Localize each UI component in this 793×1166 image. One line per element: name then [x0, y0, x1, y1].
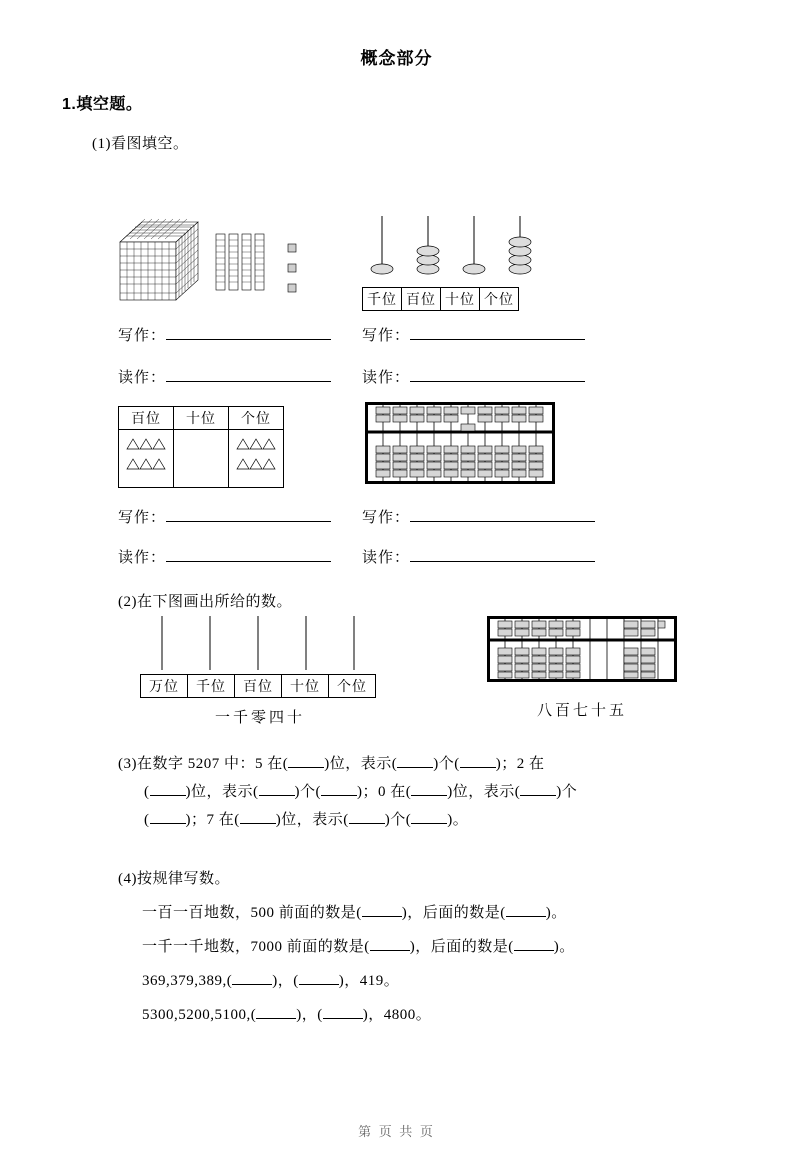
q3-text: )位，表示( — [185, 784, 259, 800]
answer-blank[interactable] — [362, 901, 402, 917]
section-number: 1. — [62, 96, 77, 113]
q4-line-3 — [142, 964, 718, 998]
pv-cell: 百位 — [235, 675, 282, 698]
abacus-figure-2 — [365, 402, 555, 489]
write-line-4 — [362, 506, 595, 527]
answer-blank[interactable] — [321, 780, 357, 796]
pv-cell: 万位 — [141, 675, 188, 698]
write-label: 写作： — [118, 510, 167, 526]
answer-blank[interactable] — [370, 935, 410, 951]
q3-text: )个( — [433, 756, 460, 772]
q4-text: )，4800。 — [362, 1007, 432, 1023]
pv-cell: 百位 — [119, 407, 174, 430]
answer-blank[interactable] — [166, 546, 331, 562]
q3-text: )；0 在( — [357, 784, 412, 800]
answer-blank[interactable] — [410, 324, 585, 340]
answer-blank[interactable] — [299, 969, 339, 985]
q3-text: )个 — [556, 784, 578, 800]
answer-blank[interactable] — [410, 506, 595, 522]
answer-blank[interactable] — [410, 366, 585, 382]
triangles-icon — [234, 431, 278, 481]
answer-blank[interactable] — [460, 752, 496, 768]
q3-line-1 — [118, 750, 678, 778]
write-line-1 — [118, 324, 331, 345]
q3-text: )个( — [384, 812, 412, 828]
answer-blank[interactable] — [520, 780, 556, 796]
pv-cell: 千位 — [188, 675, 235, 698]
q3-text: ( — [144, 812, 150, 828]
question-3 — [118, 750, 678, 834]
answer-blank[interactable] — [150, 780, 186, 796]
q4-label: (4)按规律写数。 — [118, 871, 230, 887]
answer-blank[interactable] — [288, 752, 324, 768]
worksheet-page — [0, 44, 793, 1166]
q4-line-2 — [142, 930, 718, 964]
q4-text: )，419。 — [338, 973, 400, 989]
q4-text: 一百一百地数，500 前面的数是( — [142, 905, 362, 921]
section-heading — [62, 91, 793, 114]
section-label: 填空题。 — [76, 96, 143, 113]
q4-text: 369,379,389,( — [142, 973, 233, 989]
write-label: 写作： — [362, 510, 411, 526]
page-footer: 第 页 共 页 — [358, 1124, 435, 1139]
pv-cell: 十位 — [174, 407, 229, 430]
pv-triangles-tens — [174, 430, 229, 488]
q3-text: )位，表示( — [275, 812, 349, 828]
answer-blank[interactable] — [411, 780, 447, 796]
answer-blank[interactable] — [259, 780, 295, 796]
read-line-1 — [118, 366, 331, 387]
answer-blank[interactable] — [411, 808, 447, 824]
write-label: 写作： — [118, 328, 167, 344]
empty-rods-icon — [140, 614, 380, 672]
base-ten-blocks-figure — [118, 216, 318, 311]
q4-text: )，( — [296, 1007, 323, 1023]
answer-blank[interactable] — [166, 324, 331, 340]
caption-right: 八百七十五 — [536, 703, 627, 719]
read-label: 读作： — [118, 370, 167, 386]
caption-left: 一千零四十 — [214, 710, 305, 726]
q3-text: )；7 在( — [185, 812, 240, 828]
question-1-label: (1)看图填空。 — [92, 136, 189, 152]
q3-text: )位，表示( — [324, 756, 398, 772]
answer-blank[interactable] — [232, 969, 272, 985]
q4-text: 一千一千地数，7000 前面的数是( — [142, 939, 370, 955]
answer-blank[interactable] — [240, 808, 276, 824]
thousand-cube-icon — [118, 216, 318, 306]
q3-text: )个( — [294, 784, 321, 800]
pv-cell: 个位 — [480, 288, 519, 311]
answer-blank[interactable] — [150, 808, 186, 824]
pv-cell: 个位 — [229, 407, 284, 430]
question-2-label: (2)在下图画出所给的数。 — [118, 594, 292, 610]
answer-blank[interactable] — [506, 901, 546, 917]
bead-rods-icon — [362, 212, 562, 284]
pv-cell: 十位 — [282, 675, 329, 698]
draw-number-figure-right — [487, 616, 677, 720]
draw-number-figure-left — [140, 614, 380, 727]
pv-triangles-hundreds — [119, 430, 174, 488]
answer-blank[interactable] — [349, 808, 385, 824]
answer-blank[interactable] — [514, 935, 554, 951]
write-line-3 — [118, 506, 331, 527]
place-value-table-3 — [118, 406, 284, 488]
read-label: 读作： — [118, 550, 167, 566]
pv-triangles-ones — [229, 430, 284, 488]
q3-line-3 — [144, 806, 678, 834]
write-label: 写作： — [362, 328, 411, 344]
question-4 — [118, 862, 718, 1032]
answer-blank[interactable] — [323, 1003, 363, 1019]
read-line-4 — [362, 546, 595, 567]
read-line-3 — [118, 546, 331, 567]
q3-text: (3)在数字 5207 中：5 在( — [118, 756, 289, 772]
answer-blank[interactable] — [410, 546, 595, 562]
q4-text: )，后面的数是( — [409, 939, 514, 955]
abacus-figure-1 — [362, 212, 562, 311]
triangle-place-value-table — [118, 406, 284, 488]
pv-cell: 百位 — [402, 288, 441, 311]
read-label: 读作： — [362, 370, 411, 386]
q3-line-2 — [144, 778, 678, 806]
suanpan-icon-2 — [487, 616, 677, 682]
read-line-2 — [362, 366, 585, 387]
answer-blank[interactable] — [397, 752, 433, 768]
q3-text: )；2 在 — [495, 756, 545, 772]
place-value-table-5 — [140, 674, 376, 698]
q4-text: )。 — [545, 905, 567, 921]
q3-text: )位，表示( — [447, 784, 521, 800]
pv-cell: 十位 — [441, 288, 480, 311]
q4-line-1 — [142, 896, 718, 930]
write-line-2 — [362, 324, 585, 345]
q4-line-4 — [142, 998, 718, 1032]
answer-blank[interactable] — [166, 366, 331, 382]
q4-text: )，后面的数是( — [401, 905, 506, 921]
pv-cell: 千位 — [363, 288, 402, 311]
q4-text: )，( — [272, 973, 299, 989]
q3-text: )。 — [447, 812, 469, 828]
pv-cell: 个位 — [329, 675, 376, 698]
suanpan-icon — [365, 402, 555, 484]
q4-text: )。 — [553, 939, 575, 955]
page-title: 概念部分 — [360, 49, 433, 68]
triangles-icon — [124, 431, 168, 481]
answer-blank[interactable] — [166, 506, 331, 522]
answer-blank[interactable] — [256, 1003, 296, 1019]
q3-text: ( — [144, 784, 150, 800]
q4-text: 5300,5200,5100,( — [142, 1007, 257, 1023]
read-label: 读作： — [362, 550, 411, 566]
place-value-table-4 — [362, 287, 519, 311]
